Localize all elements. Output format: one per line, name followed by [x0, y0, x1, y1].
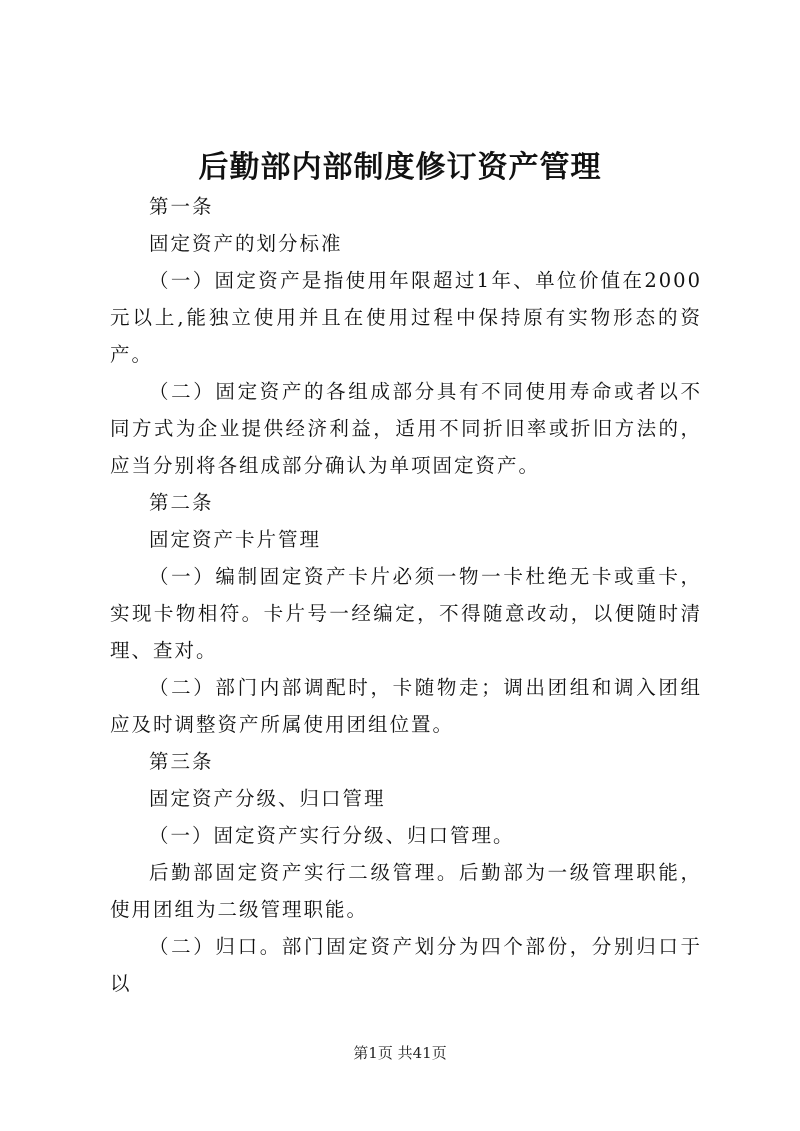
paragraph: 第三条 [149, 750, 214, 773]
paragraph: （二）固定资产的各组成部分具有不同使用寿命或者以不同方式为企业提供经济利益，适用不同折旧率或折旧方法的，应当分别将各组成部分确认为单项固定资产。 [110, 380, 702, 477]
paragraph: （一）编制固定资产卡片必须一物一卡杜绝无卡或重卡，实现卡物相符。卡片号一经编定，不得随意改动，以便随时清理、查对。 [110, 565, 702, 662]
document-body [110, 188, 702, 1002]
paragraph: （一）固定资产实行分级、归口管理。 [149, 824, 515, 847]
paragraph: 固定资产的划分标准 [149, 232, 343, 255]
paragraph: （二）归口。部门固定资产划分为四个部份，分别归口于以 [110, 935, 702, 995]
document-title: 后勤部内部制度修订资产管理 [198, 150, 602, 185]
paragraph: 后勤部固定资产实行二级管理。后勤部为一级管理职能，使用团组为二级管理职能。 [110, 861, 702, 921]
paragraph: （二）部门内部调配时，卡随物走；调出团组和调入团组应及时调整资产所属使用团组位置。 [110, 676, 702, 736]
paragraph: 固定资产分级、归口管理 [149, 787, 386, 810]
paragraph: 第一条 [149, 195, 214, 218]
page-footer: 第1页 共41页 [353, 1044, 447, 1062]
paragraph: 第二条 [149, 491, 214, 514]
paragraph: 固定资产卡片管理 [149, 528, 322, 551]
paragraph: （一）固定资产是指使用年限超过1年、单位价值在2000元以上,能独立使用并且在使用过程中保持原有实物形态的资产。 [110, 269, 702, 366]
